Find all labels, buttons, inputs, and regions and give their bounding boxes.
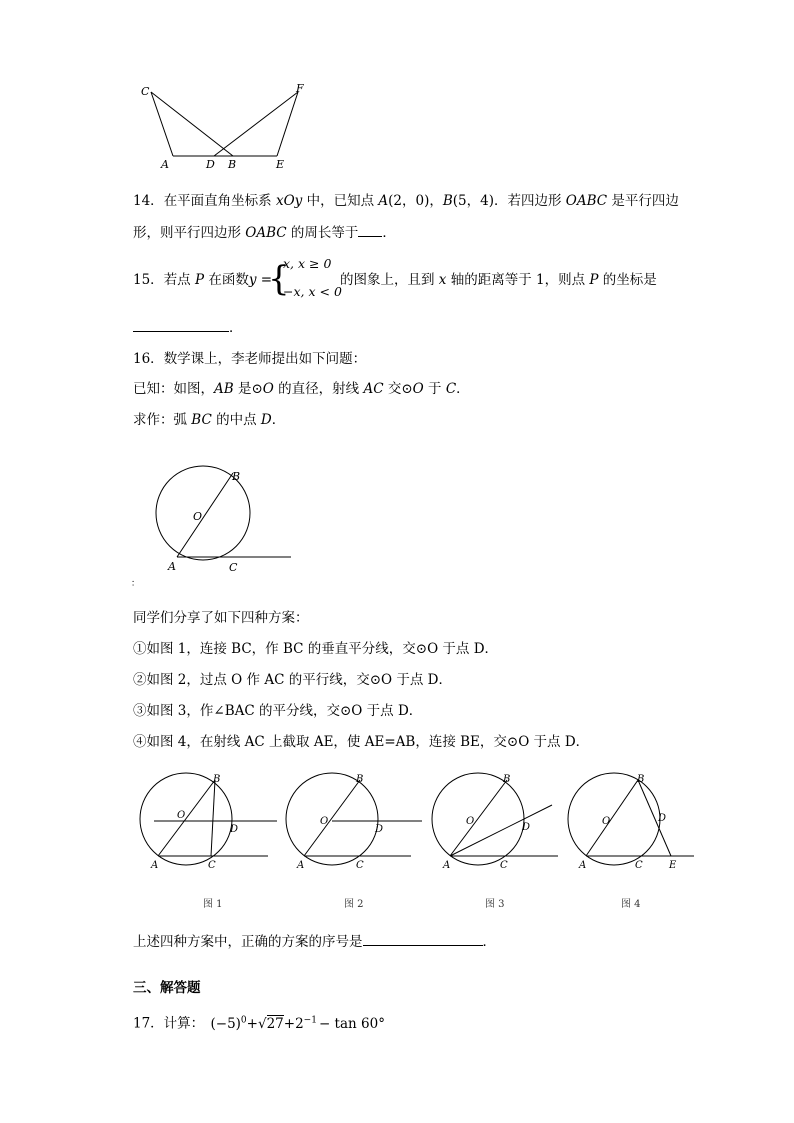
q17-expression: $(-5)^0+√27+2^{-1} - \tan 60^\circ$ <box>210 1015 385 1032</box>
q16-label-a: A <box>168 560 176 573</box>
figure-2 <box>286 773 422 871</box>
fig1-label-a: A <box>151 860 159 871</box>
fig2-label-c: C <box>356 860 364 871</box>
fig1-caption: 图 1 <box>203 899 223 910</box>
fig3-label-b: B <box>503 774 511 785</box>
fig3-label-d: D <box>522 822 531 833</box>
q16-main-figure <box>145 465 305 577</box>
q13-label-c: C <box>141 85 150 98</box>
q16-plan-1: ①如图 1，连接 BC，作 BC 的垂直平分线，交⊙O 于点 D． <box>133 641 499 657</box>
q15-answer-blank[interactable] <box>133 317 229 332</box>
fig4-label-e: E <box>669 860 677 871</box>
q17-line: 17．计算： $(-5)^0+√27+2^{-1} - \tan 60^\circ$ <box>133 1015 385 1032</box>
q16-label-c: C <box>229 561 238 574</box>
q16-intro: 16．数学课上，李老师提出如下问题： <box>133 351 367 367</box>
fig1-label-o: O <box>177 810 186 821</box>
q16-share: 同学们分享了如下四种方案： <box>133 610 309 626</box>
q13-label-a: A <box>161 158 169 171</box>
fig4-label-a: A <box>579 860 587 871</box>
fig1-label-d: D <box>230 824 239 835</box>
q13-label-d: D <box>206 158 215 171</box>
fig4-label-d: D <box>658 813 667 824</box>
fig3-caption: 图 3 <box>485 899 505 910</box>
q13-label-f: F <box>296 82 304 95</box>
fig2-caption: 图 2 <box>344 899 364 910</box>
fig4-caption: 图 4 <box>621 899 641 910</box>
q16-colon-mark: ： <box>131 579 141 589</box>
q16-plan-4: ④如图 4，在射线 AC 上截取 AE，使 AE=AB，连接 BE，交⊙O 于点 D． <box>133 734 590 750</box>
q16-plan-3: ③如图 3，作∠BAC 的平分线，交⊙O 于点 D． <box>133 703 423 719</box>
section-heading: 三、解答题 <box>133 980 201 996</box>
fig2-label-d: D <box>375 824 384 835</box>
q16-label-o: O <box>193 510 203 523</box>
q15-line2: ． <box>133 317 243 337</box>
fig3-label-c: C <box>500 860 508 871</box>
q16-label-b: B <box>232 470 241 483</box>
fig4-label-c: C <box>635 860 643 871</box>
q16-solution-figures <box>130 770 710 875</box>
q13-label-b: B <box>228 158 237 171</box>
fig4-label-b: B <box>637 774 645 785</box>
q14-line2: 形，则平行四边形 OABC 的周长等于 ． <box>133 222 396 242</box>
q13-label-e: E <box>276 158 285 171</box>
q13-figure <box>130 80 330 172</box>
fig2-label-a: A <box>297 860 305 871</box>
q16-plan-2: ②如图 2，过点 O 作 AC 的平行线，交⊙O 于点 D． <box>133 672 452 688</box>
figure-3 <box>432 773 558 871</box>
q16-task: 求作：弧 BC 的中点 D． <box>133 412 286 428</box>
q15-case-2: −x, x < 0 <box>283 284 342 299</box>
q15-brace: { <box>268 259 290 299</box>
fig1-label-b: B <box>213 774 221 785</box>
q14-answer-blank[interactable] <box>358 222 382 237</box>
q15-line1-left: 15．若点 P 在函数y = <box>133 272 273 288</box>
fig2-label-o: O <box>320 816 329 827</box>
q14-line1: 14．在平面直角坐标系 xOy 中，已知点 A(2，0)，B(5，4)．若四边形 OABC 是平行四边 <box>133 193 679 209</box>
fig3-label-o: O <box>466 816 475 827</box>
fig2-label-b: B <box>356 774 364 785</box>
figure-1 <box>140 773 277 871</box>
q15-line1-right: 的图象上，且到 x 轴的距离等于 1，则点 P 的坐标是 <box>340 272 657 288</box>
q16-answer-blank[interactable] <box>363 931 483 946</box>
q15-case-1: x, x ≥ 0 <box>283 256 332 271</box>
fig1-label-c: C <box>208 860 216 871</box>
q16-conclusion: 上述四种方案中，正确的方案的序号是 ． <box>133 931 496 951</box>
figure-4 <box>568 773 694 871</box>
fig4-label-o: O <box>602 816 611 827</box>
fig3-label-a: A <box>443 860 451 871</box>
q16-known: 已知：如图，AB 是⊙O 的直径，射线 AC 交⊙O 于 C． <box>133 381 470 397</box>
